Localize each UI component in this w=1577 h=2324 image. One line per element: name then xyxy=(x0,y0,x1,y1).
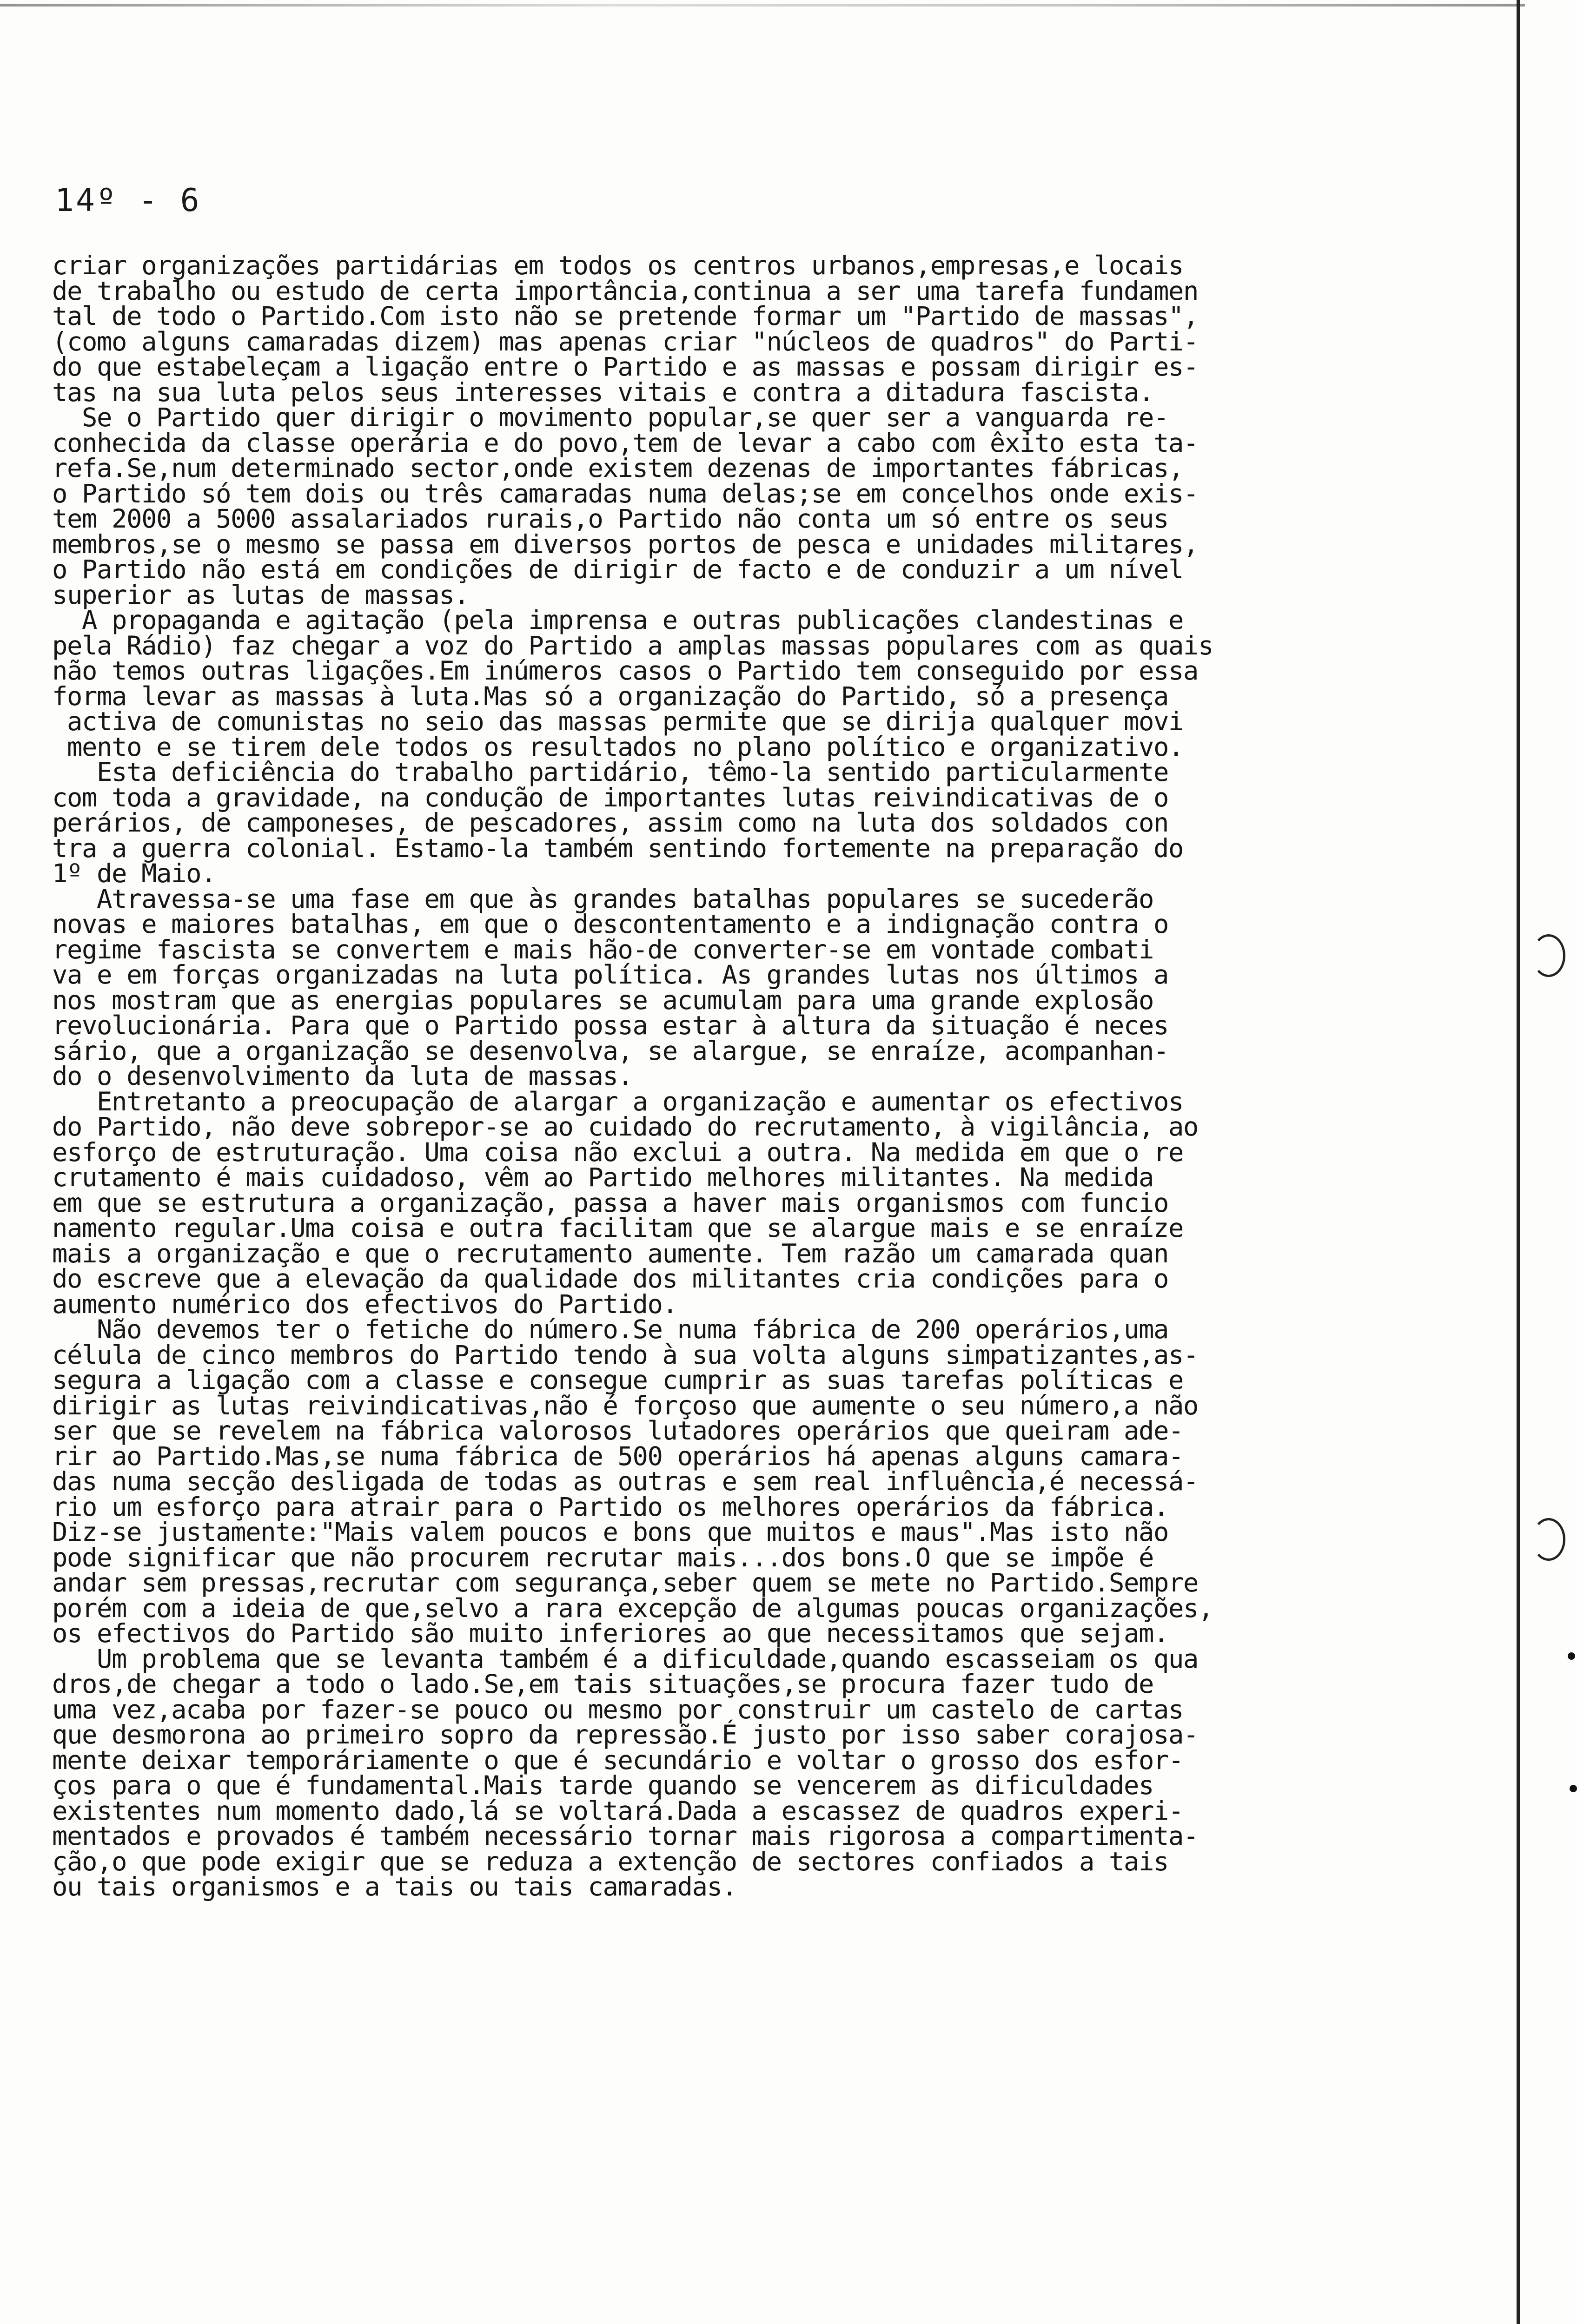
punch-hole-mark xyxy=(1532,934,1565,977)
text-line: conhecida da classe operária e do povo,tem de levar a cabo com êxito esta ta- xyxy=(52,428,1199,458)
text-line: va e em forças organizadas na luta política. As grandes lutas nos últimos a xyxy=(52,960,1169,990)
text-line: pela Rádio) faz chegar a voz do Partido a amplas massas populares com as quais xyxy=(52,630,1213,661)
text-line: das numa secção desligada de todas as outras e sem real influência,é necessá- xyxy=(52,1466,1199,1497)
text-line: (como alguns camaradas dizem) mas apenas criar "núcleos de quadros" do Parti- xyxy=(52,326,1199,357)
ink-speck xyxy=(1568,1652,1575,1660)
text-line: do o desenvolvimento da luta de massas. xyxy=(52,1061,633,1091)
text-line: os efectivos do Partido são muito inferiores ao que necessitamos que sejam. xyxy=(52,1618,1169,1649)
text-line: de trabalho ou estudo de certa importância,continua a ser uma tarefa fundamen xyxy=(52,276,1199,306)
text-line: não temos outras ligações.Em inúmeros casos o Partido tem conseguido por essa xyxy=(52,656,1199,686)
text-line: crutamento é mais cuidadoso, vêm ao Partido melhores militantes. Na medida xyxy=(52,1162,1154,1193)
text-line: mentados e provados é também necessário tornar mais rigorosa a compartimenta- xyxy=(52,1821,1199,1851)
text-line: 1º de Maio. xyxy=(52,858,216,889)
text-line: nos mostram que as energias populares se acumulam para uma grande explosão xyxy=(52,985,1154,1016)
text-line: novas e maiores batalhas, em que o descontentamento e a indignação contra o xyxy=(52,909,1169,939)
text-line: revolucionária. Para que o Partido possa estar à altura da situação é neces xyxy=(52,1010,1169,1041)
text-line: rio um esforço para atrair para o Partido os melhores operários da fábrica. xyxy=(52,1492,1169,1522)
text-line: com toda a gravidade, na condução de importantes lutas reivindicativas de o xyxy=(52,782,1169,813)
text-line: sário, que a organização se desenvolva, se alargue, se enraíze, acompanhan- xyxy=(52,1036,1169,1066)
text-line: dirigir as lutas reivindicativas,não é forçoso que aumente o seu número,a não xyxy=(52,1390,1199,1421)
ink-speck xyxy=(1570,1785,1577,1792)
text-line: refa.Se,num determinado sector,onde existem dezenas de importantes fábricas, xyxy=(52,453,1184,483)
text-line: célula de cinco membros do Partido tendo à sua volta alguns simpatizantes,as- xyxy=(52,1340,1199,1370)
text-line: ços para o que é fundamental.Mais tarde quando se vencerem as dificuldades xyxy=(52,1770,1154,1801)
text-line: Não devemos ter o fetiche do número.Se numa fábrica de 200 operários,uma xyxy=(52,1314,1169,1345)
text-line: tra a guerra colonial. Estamo-la também sentindo fortemente na preparação do xyxy=(52,833,1184,864)
text-line: porém com a ideia de que,selvo a rara excepção de algumas poucas organizações, xyxy=(52,1593,1213,1624)
text-line: Se o Partido quer dirigir o movimento popular,se quer ser a vanguarda re- xyxy=(52,403,1169,433)
text-line: namento regular.Uma coisa e outra facilitam que se alargue mais e se enraíze xyxy=(52,1213,1184,1243)
top-edge-mark xyxy=(0,4,1525,7)
text-line: criar organizações partidárias em todos os centros urbanos,empresas,e locais xyxy=(52,251,1184,281)
text-line: mento e se tirem dele todos os resultados no plano político e organizativo. xyxy=(52,732,1184,762)
text-line: dros,de chegar a todo o lado.Se,em tais situações,se procura fazer tudo de xyxy=(52,1669,1154,1699)
text-line: pode significar que não procurem recrutar mais...dos bons.O que se impõe é xyxy=(52,1542,1154,1573)
text-line: segura a ligação com a classe e consegue cumprir as suas tarefas políticas e xyxy=(52,1365,1184,1395)
text-line: do escreve que a elevação da qualidade dos militantes cria condições para o xyxy=(52,1264,1169,1294)
text-line: ção,o que pode exigir que se reduza a extenção de sectores confiados a tais xyxy=(52,1846,1169,1877)
text-line: mais a organização e que o recrutamento aumente. Tem razão um camarada quan xyxy=(52,1238,1169,1269)
text-line: activa de comunistas no seio das massas permite que se dirija qualquer movi xyxy=(52,706,1184,737)
text-line: que desmorona ao primeiro sopro da repressão.É justo por isso saber corajosa- xyxy=(52,1720,1199,1750)
text-line: superior as lutas de massas. xyxy=(52,580,469,610)
text-line: ou tais organismos e a tais ou tais camaradas. xyxy=(52,1872,737,1902)
text-line: uma vez,acaba por fazer-se pouco ou mesmo por construir um castelo de cartas xyxy=(52,1694,1184,1725)
text-line: membros,se o mesmo se passa em diversos portos de pesca e unidades militares, xyxy=(52,529,1199,560)
text-line: rir ao Partido.Mas,se numa fábrica de 500 operários há apenas alguns camara- xyxy=(52,1441,1184,1472)
text-line: regime fascista se convertem e mais hão-de converter-se em vontade combati xyxy=(52,934,1154,965)
right-margin-rule xyxy=(1517,0,1520,2324)
page-number: 14º - 6 xyxy=(55,182,201,219)
text-line: o Partido não está em condições de dirigir de facto e de conduzir a um nível xyxy=(52,555,1184,585)
text-line: A propaganda e agitação (pela imprensa e outras publicações clandestinas e xyxy=(52,605,1184,635)
body-text xyxy=(52,253,1484,1900)
text-line: aumento numérico dos efectivos do Partido. xyxy=(52,1289,677,1320)
text-line: tal de todo o Partido.Com isto não se pretende formar um "Partido de massas", xyxy=(52,301,1199,331)
text-line: forma levar as massas à luta.Mas só a organização do Partido, só a presença xyxy=(52,681,1169,712)
text-line: esforço de estruturação. Uma coisa não exclui a outra. Na medida em que o re xyxy=(52,1137,1184,1168)
text-line: Entretanto a preocupação de alargar a organização e aumentar os efectivos xyxy=(52,1086,1184,1117)
text-line: o Partido só tem dois ou três camaradas numa delas;se em concelhos onde exis- xyxy=(52,478,1199,509)
text-line: tas na sua luta pelos seus interesses vitais e contra a ditadura fascista. xyxy=(52,377,1154,408)
text-line: ser que se revelem na fábrica valorosos lutadores operários que queiram ade- xyxy=(52,1416,1184,1446)
text-line: tem 2000 a 5000 assalariados rurais,o Partido não conta um só entre os seus xyxy=(52,504,1169,534)
text-line: do que estabeleçam a ligação entre o Partido e as massas e possam dirigir es- xyxy=(52,352,1199,382)
text-line: mente deixar temporáriamente o que é secundário e voltar o grosso dos esfor- xyxy=(52,1745,1184,1776)
text-line: em que se estrutura a organização, passa a haver mais organismos com funcio xyxy=(52,1188,1169,1218)
text-line: existentes num momento dado,lá se voltará.Dada a escassez de quadros experi- xyxy=(52,1796,1184,1826)
text-line: andar sem pressas,recrutar com segurança,seber quem se mete no Partido.Sempre xyxy=(52,1568,1199,1598)
text-line: Esta deficiência do trabalho partidário, têmo-la sentido particularmente xyxy=(52,757,1169,787)
text-line: perários, de camponeses, de pescadores, assim como na luta dos soldados con xyxy=(52,808,1169,838)
text-line: do Partido, não deve sobrepor-se ao cuidado do recrutamento, à vigilância, ao xyxy=(52,1112,1199,1142)
text-line: Um problema que se levanta também é a dificuldade,quando escasseiam os qua xyxy=(52,1644,1199,1674)
text-line: Diz-se justamente:"Mais valem poucos e bons que muitos e maus".Mas isto não xyxy=(52,1517,1169,1547)
text-line: Atravessa-se uma fase em que às grandes batalhas populares se sucederão xyxy=(52,884,1154,914)
punch-hole-mark xyxy=(1532,1518,1565,1561)
